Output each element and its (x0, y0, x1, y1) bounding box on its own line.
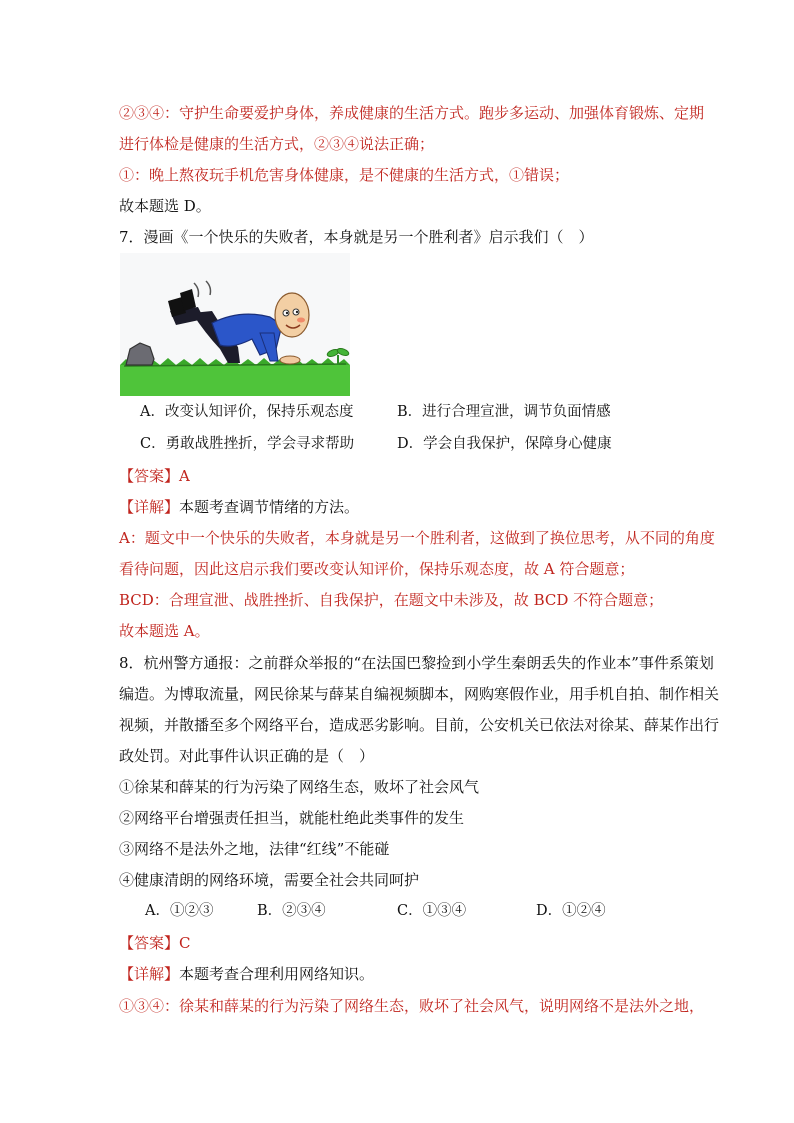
q7-option-d: D．学会自我保护，保障身心健康 (397, 436, 612, 452)
q7-explanation-line1: A：题文中一个快乐的失败者，本身就是另一个胜利者，这做到了换位思考，从不同的角度 (119, 529, 715, 547)
detail-label: 【详解】 (119, 965, 180, 983)
q7-stem: 7．漫画《一个快乐的失败者，本身就是另一个胜利者》启示我们（ ） (119, 228, 594, 246)
answer-label: 【答案】 (119, 467, 180, 485)
answer-value: C (179, 934, 191, 952)
detail-text: 本题考查调节情绪的方法。 (179, 498, 360, 516)
q8-stem-line1: 8．杭州警方通报：之前群众举报的“在法国巴黎捡到小学生秦朗丢失的作业本”事件系策划 (119, 654, 714, 672)
q6-explanation-line2: 进行体检是健康的生活方式，②③④说法正确； (119, 135, 435, 153)
q8-option-d: D．①②④ (536, 903, 606, 919)
head (275, 293, 309, 337)
detail-label: 【详解】 (119, 498, 180, 516)
q8-statement-2: ②网络平台增强责任担当，就能杜绝此类事件的发生 (119, 809, 465, 827)
q7-conclusion: 故本题选 A。 (119, 622, 210, 640)
detail-text: 本题考查合理利用网络知识。 (179, 965, 375, 983)
q8-option-a: A．①②③ (145, 903, 214, 919)
q8-statement-1: ①徐某和薛某的行为污染了网络生态，败坏了社会风气 (119, 778, 480, 796)
q8-option-b: B．②③④ (257, 903, 326, 919)
q8-stem-line4: 政处罚。对此事件认识正确的是（ ） (119, 747, 375, 765)
q8-statement-4: ④健康清朗的网络环境，需要全社会共同呵护 (119, 871, 420, 889)
q7-explanation-line3: BCD：合理宣泄、战胜挫折、自我保护，在题文中未涉及，故 BCD 不符合题意； (119, 591, 664, 609)
answer-label: 【答案】 (119, 934, 180, 952)
q6-conclusion: 故本题选 D。 (119, 197, 211, 215)
q7-answer (119, 466, 190, 486)
q6-explanation-line1: ②③④：守护生命要爱护身体，养成健康的生活方式。跑步多运动、加强体育锻炼、定期 (119, 104, 705, 122)
q7-option-c: C．勇敢战胜挫折，学会寻求帮助 (140, 436, 355, 452)
q8-answer (119, 933, 191, 953)
q8-detail (119, 964, 374, 984)
q7-detail (119, 497, 359, 517)
q7-explanation-line2: 看待问题，因此这启示我们要改变认知评价，保持乐观态度，故 A 符合题意； (119, 560, 635, 578)
q8-stem-line2: 编造。为博取流量，网民徐某与薛某自编视频脚本，网购寒假作业，用手机自拍、制作相关 (119, 685, 720, 703)
q8-statement-3: ③网络不是法外之地，法律“红线”不能碰 (119, 840, 390, 858)
q7-option-a: A．改变认知评价，保持乐观态度 (140, 404, 354, 420)
q6-explanation-line3: ①：晚上熬夜玩手机危害身体健康，是不健康的生活方式，①错误； (119, 166, 570, 184)
grass (120, 365, 350, 396)
q7-option-b: B．进行合理宣泄，调节负面情感 (397, 404, 611, 420)
answer-value: A (179, 467, 190, 485)
q8-stem-line3: 视频，并散播至多个网络平台，造成恶劣影响。目前，公安机关已依法对徐某、薛某作出行 (119, 716, 720, 734)
q8-option-c: C．①③④ (397, 903, 467, 919)
q8-explanation-line1: ①③④：徐某和薛某的行为污染了网络生态，败坏了社会风气，说明网络不是法外之地， (119, 997, 705, 1015)
cartoon-image (120, 253, 350, 396)
